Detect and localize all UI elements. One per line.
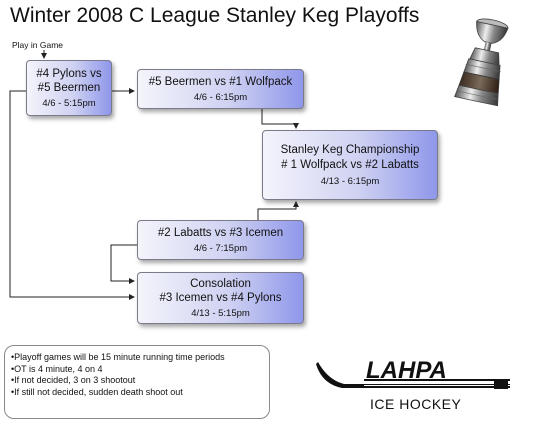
logo-name: LAHPA [366, 357, 447, 384]
game-heading: Consolation [190, 277, 251, 290]
game-box-semifinal-1 [137, 69, 304, 109]
page-title: Winter 2008 C League Stanley Keg Playoffs [10, 4, 420, 27]
note-item: • If still not decided, sudden death shoot out [11, 387, 263, 399]
game-heading: Stanley Keg Championship [280, 143, 420, 156]
game-box-play-in [26, 60, 112, 116]
game-matchup: #5 Beermen [37, 81, 101, 94]
game-time: 4/13 - 6:15pm [320, 175, 380, 187]
game-box-consolation [137, 272, 304, 324]
rules-notes-box [4, 345, 270, 419]
game-box-semifinal-2 [137, 220, 304, 260]
connector-g4-to-g5 [111, 245, 137, 281]
connector-g4-to-g3 [258, 202, 296, 220]
game-matchup: #3 Icemen vs #4 Pylons [159, 291, 282, 304]
game-box-championship [262, 130, 438, 200]
note-item: • OT is 4 minute, 4 on 4 [11, 364, 263, 376]
game-time: 4/6 - 6:15pm [193, 91, 248, 103]
game-matchup: #2 Labatts vs #3 Icemen [157, 226, 284, 239]
game-time: 4/6 - 7:15pm [193, 242, 248, 254]
stanley-cup-trophy-icon [444, 14, 524, 114]
logo-subtitle: ICE HOCKEY [370, 396, 462, 412]
game-matchup: #5 Beermen vs #1 Wolfpack [148, 75, 293, 88]
game-time: 4/6 - 5:15pm [42, 97, 96, 109]
connector-g1-to-g5 [10, 91, 134, 297]
lahpa-logo [314, 350, 514, 420]
play-in-label: Play in Game [12, 40, 64, 50]
note-item: • If not decided, 3 on 3 shootout [11, 375, 263, 387]
note-item: • Playoff games will be 15 minute running time periods [11, 352, 263, 364]
connector-g2-to-g3 [262, 109, 296, 128]
game-matchup: # 1 Wolfpack vs #2 Labatts [281, 158, 419, 171]
game-matchup: #4 Pylons vs [36, 67, 102, 80]
game-time: 4/13 - 5:15pm [191, 307, 250, 319]
